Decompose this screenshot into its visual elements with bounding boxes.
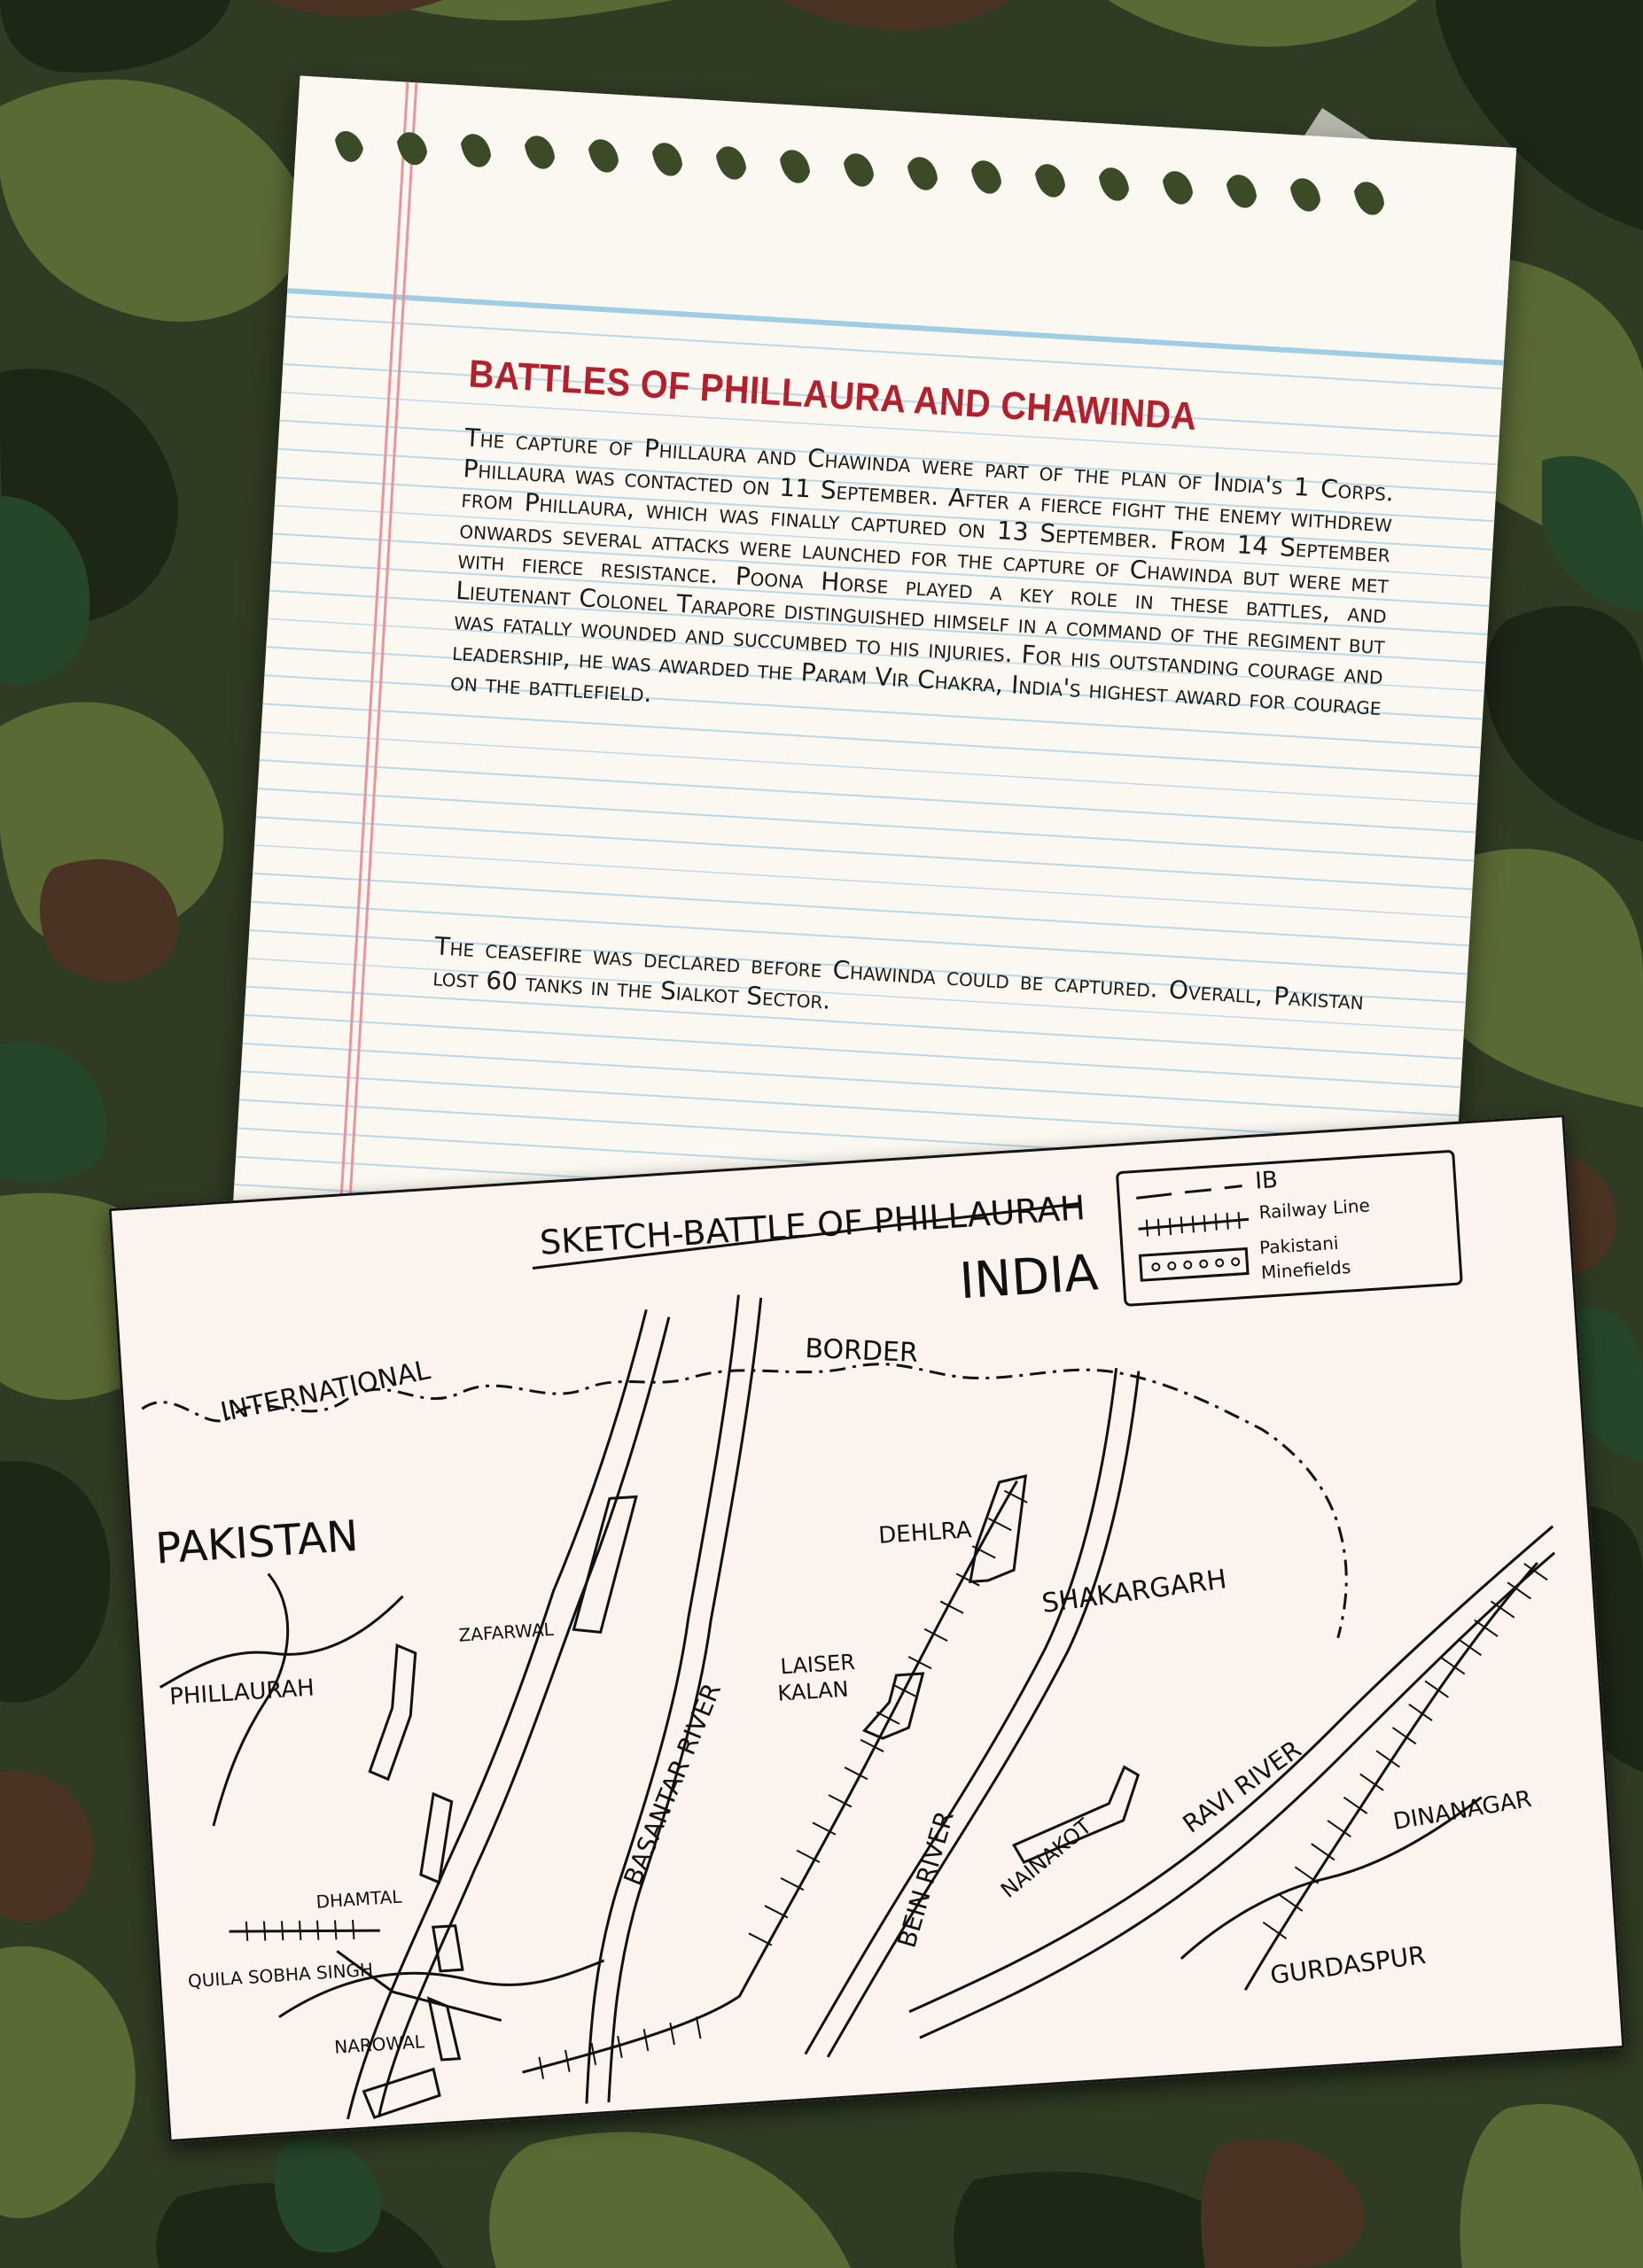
legend-railway-ticks	[1147, 1212, 1240, 1237]
label-kalan: KALAN	[776, 1676, 850, 1706]
label-dinanagar: DINANAGAR	[1391, 1785, 1534, 1836]
legend-minefield-label-2: Minefields	[1260, 1255, 1351, 1284]
battle-sketch-map	[109, 1115, 1625, 2142]
label-basantar-river: BASANTAR RIVER	[618, 1679, 728, 1890]
label-dehlra: DEHLRA	[877, 1517, 973, 1550]
map-legend	[1117, 1151, 1461, 1305]
label-narowal: NAROWAL	[333, 2031, 425, 2058]
label-shakargarh: SHAKARGARH	[1040, 1564, 1229, 1620]
label-gurdaspur: GURDASPUR	[1268, 1939, 1428, 1991]
sketch-map-svg	[112, 1117, 1622, 2140]
label-india: INDIA	[957, 1244, 1101, 1311]
legend-railway-label: Railway Line	[1258, 1194, 1371, 1223]
label-zafarwal: ZAFARWAL	[457, 1618, 555, 1646]
label-nainakot: NAINAKOT	[995, 1814, 1097, 1903]
legend-minefield-symbol	[1140, 1248, 1248, 1280]
label-ravi-river: RAVI RIVER	[1177, 1734, 1307, 1839]
legend-minefield-label-1: Pakistani	[1258, 1231, 1340, 1259]
label-pakistan: PAKISTAN	[153, 1511, 361, 1574]
label-dhamtal: DHAMTAL	[315, 1885, 403, 1913]
label-quila-sobha-singh: QUILA SOBHA SINGH	[187, 1958, 374, 1992]
label-phillaurah: PHILLAURAH	[168, 1674, 315, 1711]
map-title: SKETCH-BATTLE OF PHILLAURAH	[538, 1188, 1086, 1262]
page-title: BATTLES OF PHILLAURA AND CHAWINDA	[467, 352, 1198, 439]
label-bein-river: BEIN RIVER	[892, 1807, 960, 1952]
legend-ib-label: IB	[1254, 1167, 1279, 1195]
label-border: BORDER	[804, 1332, 919, 1369]
label-laiser: LAISER	[779, 1649, 856, 1680]
minefields	[327, 1465, 1157, 2117]
body-paragraph-1: The capture of Phillaura and Chawinda were part of the plan of India's 1 Corps. Phillaura was contacted on 11 September. After a fierce fight the enemy withdrew from Phillaura, which was finally captured on 13 September. From 14 September onwards several attacks were launched for the capture of Chawinda but were met with fierce resistance. Poona Horse played a key role in these battles, and Lieutenant Colonel Tarapore distinguished himself in a command of the regiment but was fatally wounded and succumbed to his injuries. For his outstanding courage and leadership, he was awarded the Param Vir Chakra, India's highest award for courage on the battlefield.	[449, 423, 1395, 721]
legend-ib-line	[1136, 1186, 1242, 1199]
body-paragraph-2: The ceasefire was declared before Chawinda could be captured. Overall, Pakistan lost 60 tanks in the Sialkot Sector.	[432, 931, 1365, 1016]
label-international: INTERNATIONAL	[217, 1355, 433, 1429]
